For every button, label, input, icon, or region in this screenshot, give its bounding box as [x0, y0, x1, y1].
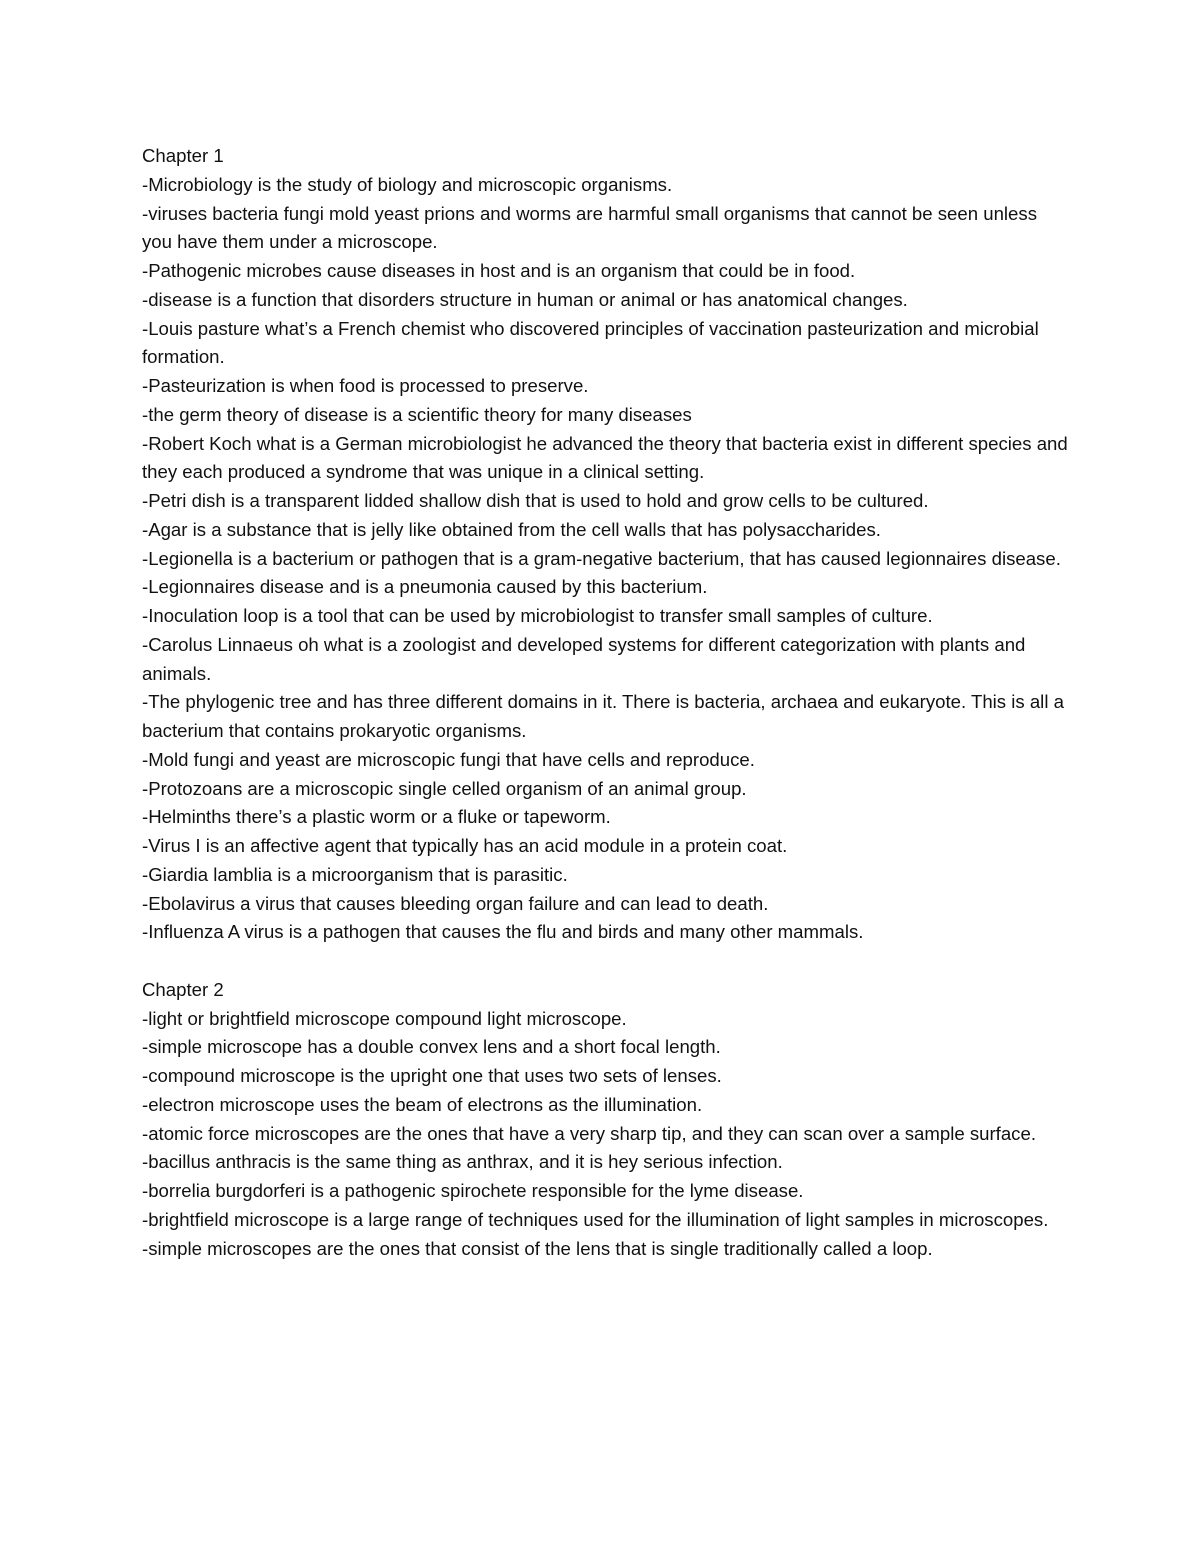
note-item: -borrelia burgdorferi is a pathogenic spirochete responsible for the lyme disease. [142, 1180, 804, 1201]
note-item: -Agar is a substance that is jelly like obtained from the cell walls that has polysaccharides. [142, 518, 881, 540]
note-item: -Inoculation loop is a tool that can be used by microbiologist to transfer small samples of culture. [142, 605, 933, 626]
note-item: -Influenza A virus is a pathogen that causes the flu and birds and many other mammals. [142, 921, 864, 943]
note-item: -light or brightfield microscope compound light microscope. [142, 1007, 627, 1029]
note-item: -bacillus anthracis is the same thing as anthrax, and it is hey serious infection. [142, 1151, 783, 1173]
note-item: -simple microscopes are the ones that consist of the lens that is single traditionally called a loop. [142, 1237, 933, 1259]
note-item: -Protozoans are a microscopic single celled organism of an animal group. [142, 777, 747, 799]
note-item: -Robert Koch what is a German microbiologist he advanced the theory that bacteria exist in different species and they each produced a syndrome that was unique in a clinical setting. [142, 432, 1068, 483]
note-item: -Legionella is a bacterium or pathogen that is a gram-negative bacterium, that has caused legionnaires disease. [142, 547, 1061, 569]
chapter-1-notes [142, 171, 1072, 947]
note-item: -Louis pasture what’s a French chemist who discovered principles of vaccination pasteurization and microbial formation. [142, 317, 1039, 368]
chapter-2-title: Chapter 2 [142, 978, 224, 1000]
note-item: -viruses bacteria fungi mold yeast prions and worms are harmful small organisms that cannot be seen unless you have them under a microscope. [142, 202, 1037, 253]
note-item: -simple microscope has a double convex lens and a short focal length. [142, 1036, 721, 1058]
note-item: -Carolus Linnaeus oh what is a zoologist and developed systems for different categorization with plants and animals. [142, 633, 1026, 684]
note-item: -The phylogenic tree and has three different domains in it. There is bacteria, archaea and eukaryote. This is all a bacterium that contains prokaryotic organisms. [142, 691, 1064, 741]
note-item: -Ebolavirus a virus that causes bleeding organ failure and can lead to death. [142, 892, 769, 914]
note-item: -Legionnaires disease and is a pneumonia caused by this bacterium. [142, 576, 708, 598]
note-item: -Microbiology is the study of biology and microscopic organisms. [142, 173, 673, 195]
note-item: -Helminths there’s a plastic worm or a fluke or tapeworm. [142, 806, 611, 828]
chapter-2-section [142, 976, 1072, 1264]
chapter-1-title: Chapter 1 [142, 145, 224, 166]
note-item: -Giardia lamblia is a microorganism that is parasitic. [142, 863, 568, 885]
note-item: -Mold fungi and yeast are microscopic fungi that have cells and reproduce. [142, 748, 755, 770]
note-item: -Pasteurization is when food is processed to preserve. [142, 375, 589, 396]
document-body [142, 142, 1072, 1263]
note-item: -Virus I is an affective agent that typically has an acid module in a protein coat. [142, 835, 788, 856]
paragraph-gap [142, 947, 1072, 976]
note-item: -Petri dish is a transparent lidded shallow dish that is used to hold and grow cells to be cultured. [142, 490, 929, 511]
chapter-1-section [142, 142, 1072, 947]
note-item: -electron microscope uses the beam of electrons as the illumination. [142, 1093, 703, 1115]
note-item: -atomic force microscopes are the ones that have a very sharp tip, and they can scan over a sample surface. [142, 1122, 1036, 1144]
note-item: -the germ theory of disease is a scientific theory for many diseases [142, 403, 692, 425]
note-item: -compound microscope is the upright one that uses two sets of lenses. [142, 1065, 722, 1086]
note-item: -brightfield microscope is a large range of techniques used for the illumination of light samples in microscopes. [142, 1208, 1049, 1230]
chapter-2-notes [142, 1005, 1072, 1264]
note-item: -Pathogenic microbes cause diseases in host and is an organism that could be in food. [142, 260, 856, 281]
note-item: -disease is a function that disorders structure in human or animal or has anatomical changes. [142, 288, 908, 310]
